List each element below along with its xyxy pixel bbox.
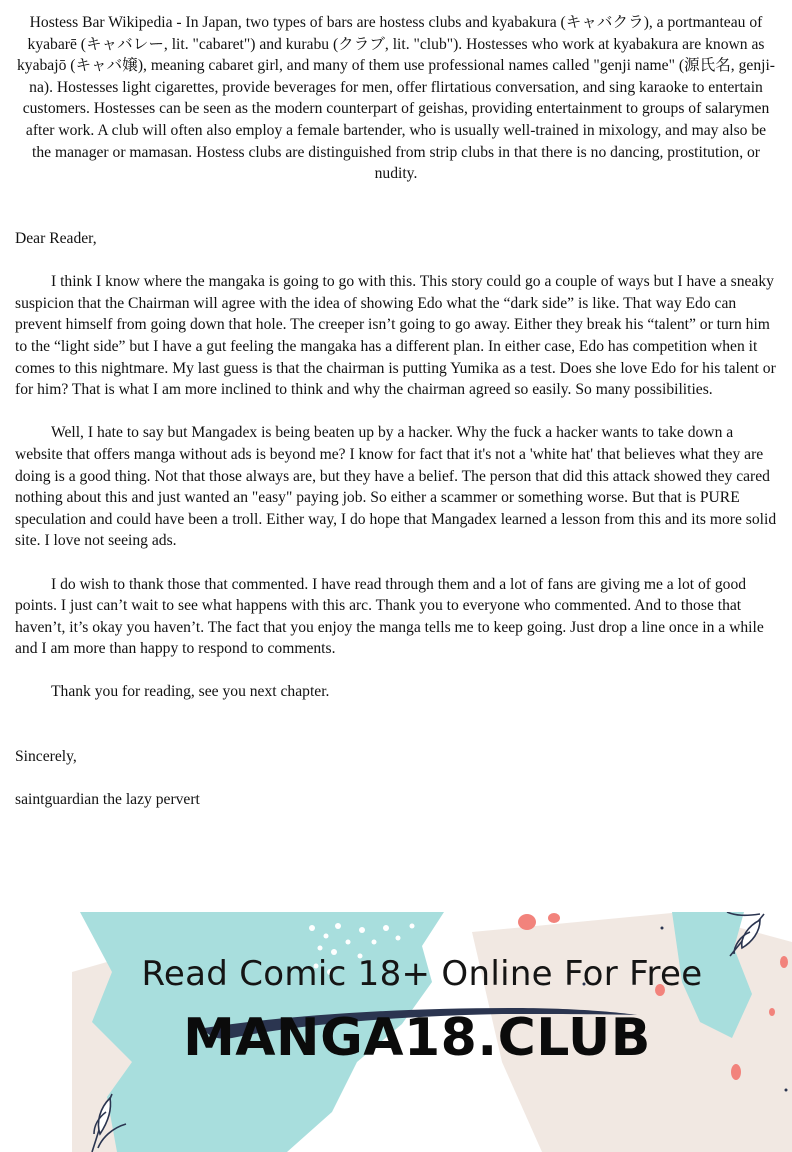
letter-paragraph: I do wish to thank those that commented. I have read through them and a lot of fans are giving me a lot of good points. I just can’t wait to see what happens with this arc. Thank you to everyone who commented. And to those that haven’t, it’s okay you haven’t. The fact that you enjoy the manga tells me to keep going. Just drop a line once in a while and I am more than happy to respond to comments.	[15, 575, 764, 658]
banner-tagline[interactable]: Read Comic 18+ Online For Free	[141, 954, 703, 994]
letter-paragraph: I think I know where the mangaka is going to go with this. This story could go a couple of ways but I have a sneaky suspicion that the Chairman will agree with the idea of showing Edo what the “dark side” is like. That way Edo can prevent himself from going down that hole. The creeper isn’t going to go away. Either they break his “talent” or turn him to the “light side” but I have a gut feeling the mangaka has a different plan. In either case, Edo has competition when it comes to this nightmare. My last guess is that the chairman is putting Yumika as a test. Does she love Edo for his talent or for him? That is what I am more inclined to think and why the chairman agreed so easily. So many possibilities.	[15, 273, 776, 399]
promo-banner[interactable]	[72, 912, 792, 1152]
banner-site-name[interactable]: MANGA18.CLUB	[183, 1008, 651, 1068]
letter-signature: saintguardian the lazy pervert	[15, 791, 200, 809]
letter-greeting: Dear Reader,	[15, 230, 97, 247]
letter-closing: Sincerely,	[15, 748, 77, 766]
letter-paragraph: Thank you for reading, see you next chapter.	[51, 683, 330, 701]
letter	[15, 228, 777, 833]
spacer	[15, 725, 777, 747]
letter-paragraph: Well, I hate to say but Mangadex is being beaten up by a hacker. Why the fuck a hacker wants to take down a website that offers manga without ads is beyond me? I know for fact that it's not a 'white hat' that believes what they are doing is a good thing. Not that those always are, but they have a belief. The person that did this attack showed they cared nothing about this and just wanted an "easy" paying job. So either a scammer or something worse. But that is PURE speculation and could have been a troll. Either way, I do hope that Mangadex learned a lesson from this and its more solid site. I love not seeing ads.	[15, 424, 777, 550]
wikipedia-note: Hostess Bar Wikipedia - In Japan, two types of bars are hostess clubs and kyabakura (キャバクラ), a portmanteau of kyabarē (キャバレー, lit. "cabaret") and kurabu (クラブ, lit. "club"). Hostesses who work at kyabakura are known as kyabajō (キャバ嬢), meaning cabaret girl, and many of them use professional names called "genji name" (源氏名, genji-na). Hostesses light cigarettes, provide beverages for men, offer flirtatious conversation, and sing karaoke to entertain customers. Hostesses can be seen as the modern counterpart of geishas, providing entertainment to groups of salarymen after work. A club will often also employ a female bartender, who is usually well-trained in mixology, and may also be the manager or mamasan. Hostess clubs are distinguished from strip clubs in that there is no dancing, prostitution, or nudity.	[17, 14, 775, 183]
